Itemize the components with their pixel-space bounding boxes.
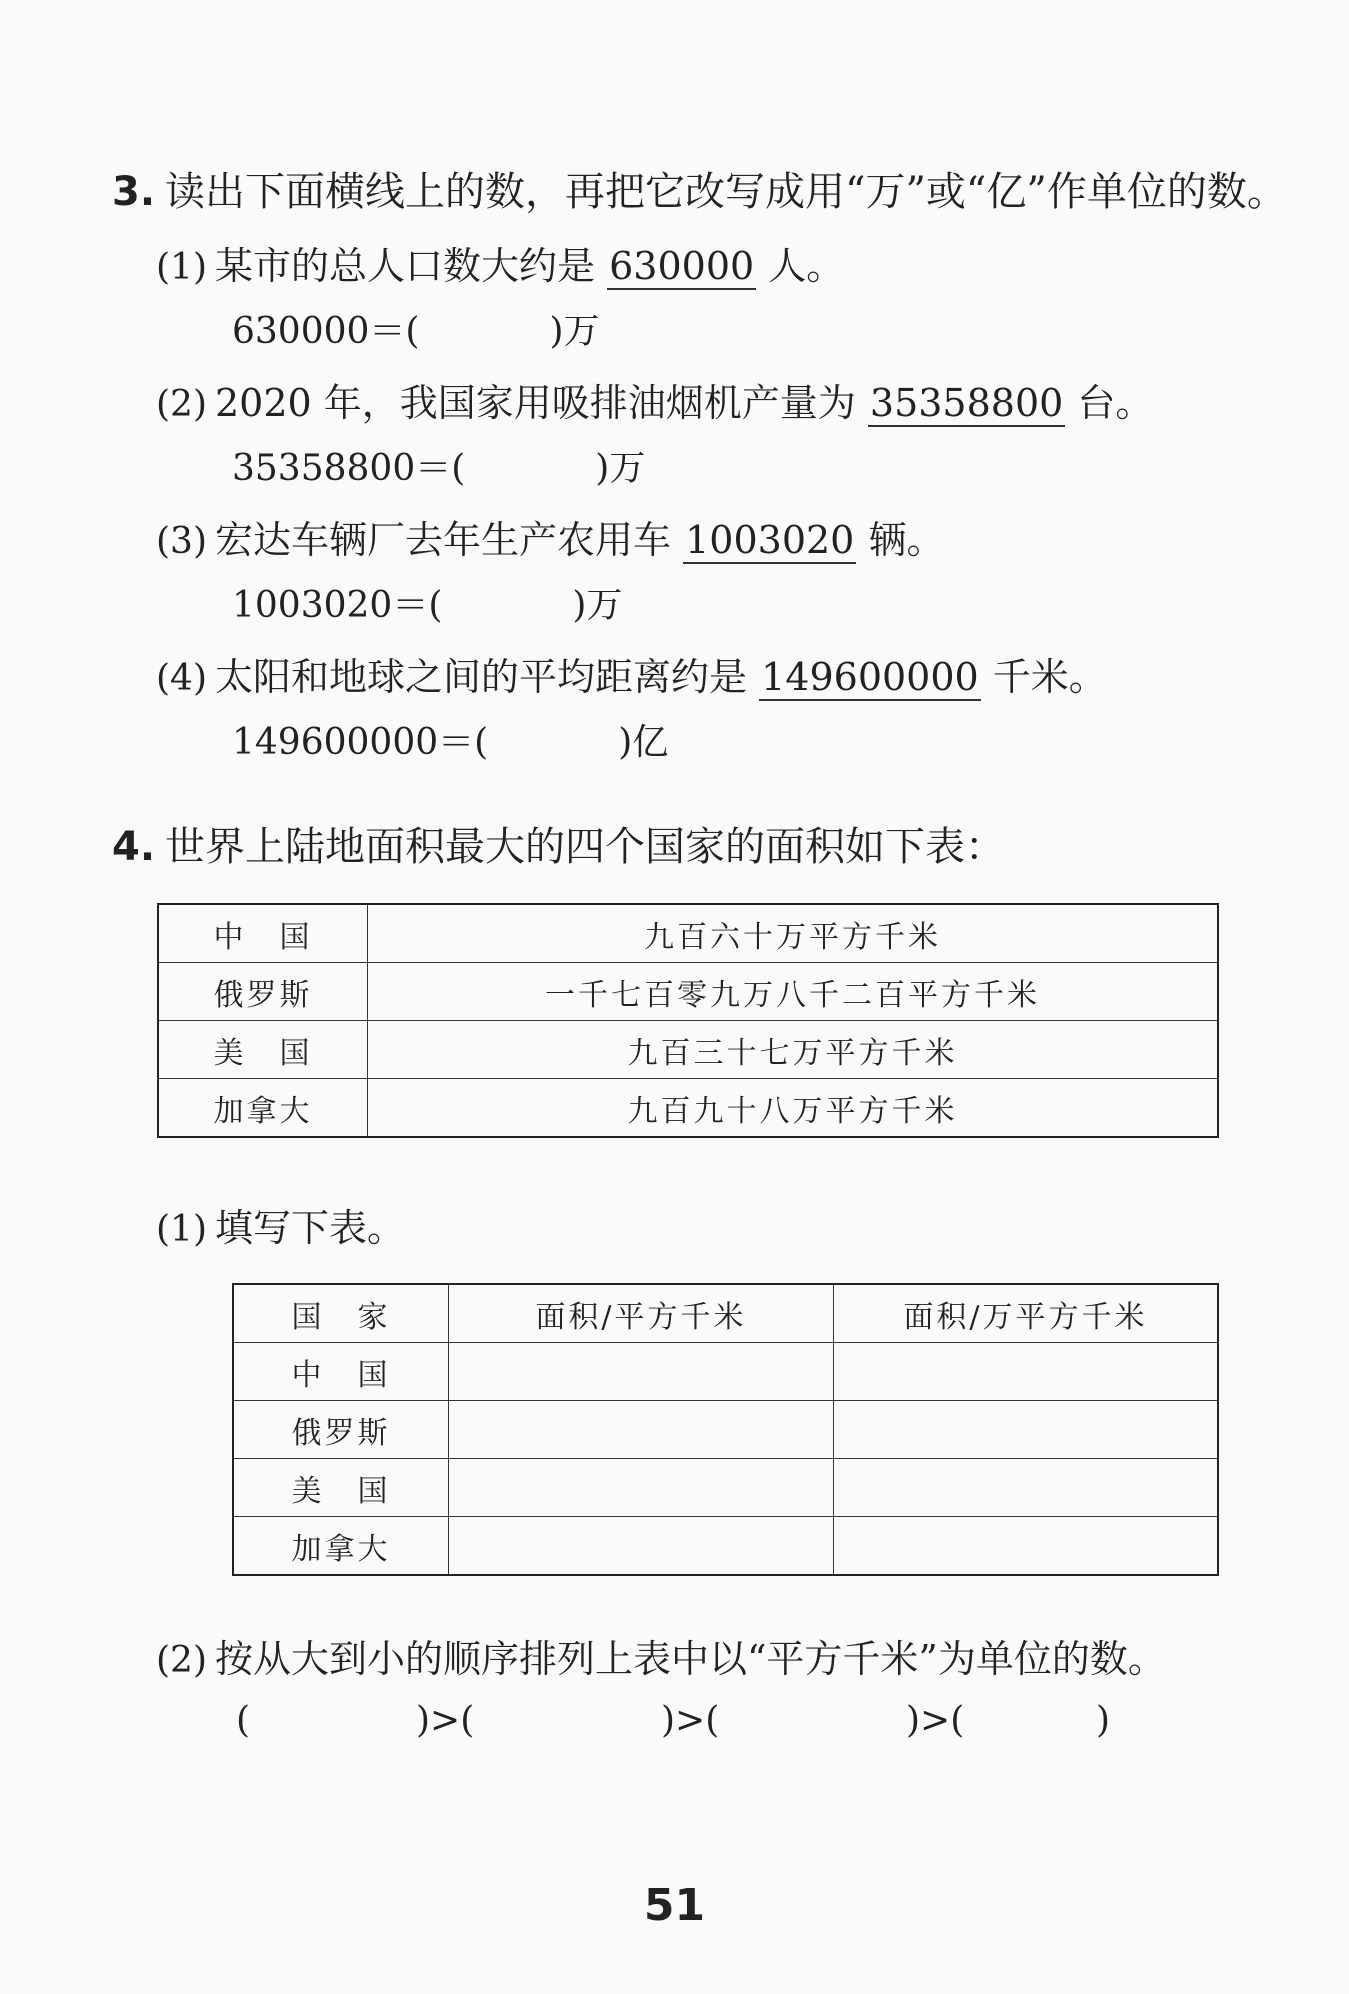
q3-item-4-eq-left: 149600000＝( <box>232 722 489 763</box>
page-number: 51 <box>643 1880 706 1931</box>
q3-item-2-eq-left: 35358800＝( <box>232 448 466 489</box>
answer-cell[interactable] <box>449 1517 834 1576</box>
q3-item-3-eq-left: 1003020＝( <box>232 585 443 626</box>
answer-cell[interactable] <box>834 1401 1219 1459</box>
q3-item-4 <box>156 646 1107 701</box>
q3-item-3-eq-right: )万 <box>572 585 623 626</box>
question-3-title <box>112 160 1287 217</box>
country-cell: 俄罗斯 <box>233 1401 449 1459</box>
q3-item-2-label: (2) <box>156 384 207 425</box>
table-header-row <box>233 1284 1218 1343</box>
answer-cell[interactable] <box>834 1459 1219 1517</box>
q3-item-1-text: 某市的总人口数大约是 <box>215 244 596 288</box>
q3-item-3-label: (3) <box>156 521 207 562</box>
q3-item-2-unit: 台。 <box>1077 381 1154 425</box>
q3-item-3-equation <box>232 577 622 628</box>
country-area-table <box>157 903 1219 1138</box>
table-row <box>158 1021 1218 1079</box>
q4-sub-1-label: (1) <box>156 1209 207 1250</box>
q3-item-1-label: (1) <box>156 247 207 288</box>
q4-sub-2-text: 按从大到小的顺序排列上表中以“平方千米”为单位的数。 <box>215 1637 1166 1681</box>
fill-in-table <box>232 1283 1219 1576</box>
answer-cell[interactable] <box>834 1517 1219 1576</box>
answer-cell[interactable] <box>449 1401 834 1459</box>
table-row <box>233 1459 1218 1517</box>
country-cell: 中 国 <box>233 1343 449 1401</box>
q3-item-2-number: 35358800 <box>869 381 1064 425</box>
q3-item-2-equation <box>232 440 645 491</box>
q3-item-4-equation <box>232 714 668 765</box>
q4-sub-2-label: (2) <box>156 1640 207 1681</box>
country-cell: 加拿大 <box>233 1517 449 1576</box>
area-cell: 九百六十万平方千米 <box>368 904 1219 963</box>
header-area-wan-sqkm: 面积/万平方千米 <box>834 1284 1219 1343</box>
answer-cell[interactable] <box>449 1459 834 1517</box>
country-cell: 俄罗斯 <box>158 963 368 1021</box>
q4-sub-2 <box>156 1628 1166 1683</box>
header-area-sqkm: 面积/平方千米 <box>449 1284 834 1343</box>
question-4-number: 4. <box>112 824 156 870</box>
country-cell: 加拿大 <box>158 1079 368 1138</box>
question-3-text: 读出下面横线上的数，再把它改写成用“万”或“亿”作单位的数。 <box>165 169 1287 215</box>
q3-item-4-number: 149600000 <box>761 655 979 699</box>
order-separator: )>( <box>416 1700 475 1741</box>
q3-item-1-equation <box>232 303 600 354</box>
header-country: 国 家 <box>233 1284 449 1343</box>
question-3-number: 3. <box>112 169 156 215</box>
q3-item-3-unit: 辆。 <box>868 518 945 562</box>
q3-item-2-eq-right: )万 <box>595 448 646 489</box>
table-row <box>158 1079 1218 1138</box>
order-paren: ( <box>236 1700 251 1741</box>
q4-sub-1-text: 填写下表。 <box>215 1206 406 1250</box>
question-4-title <box>112 815 1005 872</box>
area-cell: 九百三十七万平方千米 <box>368 1021 1219 1079</box>
table-row <box>158 904 1218 963</box>
table-row <box>158 963 1218 1021</box>
country-cell: 中 国 <box>158 904 368 963</box>
q3-item-4-eq-right: )亿 <box>618 722 669 763</box>
order-paren: ) <box>1096 1700 1111 1741</box>
q3-item-2-text: 2020 年，我国家用吸排油烟机产量为 <box>215 381 856 425</box>
ordering-answer-row <box>236 1700 1110 1741</box>
area-cell: 一千七百零九万八千二百平方千米 <box>368 963 1219 1021</box>
q3-item-1-number: 630000 <box>609 244 755 288</box>
q3-item-4-unit: 千米。 <box>992 655 1107 699</box>
q3-item-1 <box>156 235 844 290</box>
q3-item-3-text: 宏达车辆厂去年生产农用车 <box>215 518 672 562</box>
answer-cell[interactable] <box>449 1343 834 1401</box>
country-cell: 美 国 <box>158 1021 368 1079</box>
area-cell: 九百九十八万平方千米 <box>368 1079 1219 1138</box>
q3-item-1-unit: 人。 <box>768 244 845 288</box>
table-row <box>233 1343 1218 1401</box>
order-separator: )>( <box>661 1700 720 1741</box>
table-row <box>233 1401 1218 1459</box>
q3-item-4-label: (4) <box>156 658 207 699</box>
q3-item-1-eq-left: 630000＝( <box>232 311 420 352</box>
question-4-text: 世界上陆地面积最大的四个国家的面积如下表： <box>165 824 1006 870</box>
order-separator: )>( <box>906 1700 965 1741</box>
q3-item-3 <box>156 509 944 564</box>
q3-item-2 <box>156 372 1153 427</box>
q3-item-3-number: 1003020 <box>685 518 855 562</box>
answer-cell[interactable] <box>834 1343 1219 1401</box>
q3-item-1-eq-right: )万 <box>549 311 600 352</box>
table-row <box>233 1517 1218 1576</box>
q3-item-4-text: 太阳和地球之间的平均距离约是 <box>215 655 748 699</box>
country-cell: 美 国 <box>233 1459 449 1517</box>
q4-sub-1 <box>156 1197 405 1252</box>
